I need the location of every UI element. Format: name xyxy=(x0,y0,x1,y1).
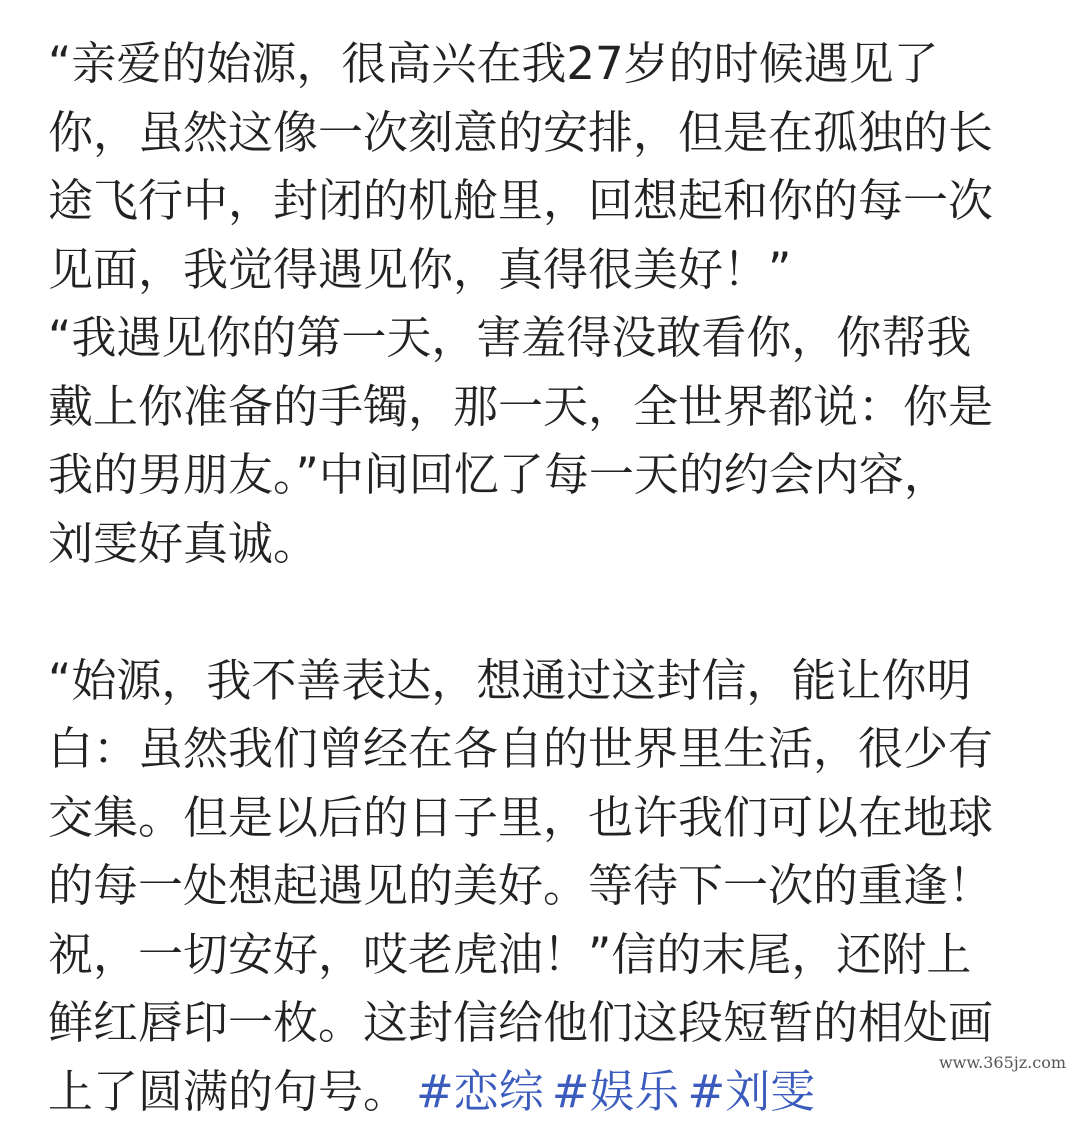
post-text-line: 刘雯好真诚。 xyxy=(48,510,1010,579)
post-text-line: 白：虽然我们曾经在各自的世界里生活，很少有 xyxy=(48,715,1010,784)
post-text-line: “我遇见你的第一天，害羞得没敢看你，你帮我 xyxy=(48,304,1010,373)
hashtag-link[interactable]: #恋综 xyxy=(416,1065,544,1118)
post-text-line: 鲜红唇印一枚。这封信给他们这段短暂的相处画 xyxy=(48,989,1010,1058)
post-text-line: 的每一处想起遇见的美好。等待下一次的重逢！ xyxy=(48,852,1010,921)
post-text-line: 祝，一切安好，哎老虎油！”信的末尾，还附上 xyxy=(48,921,1010,990)
post-text-line: 途飞行中，封闭的机舱里，回想起和你的每一次 xyxy=(48,167,1010,236)
post-text-line: “始源，我不善表达，想通过这封信，能让你明 xyxy=(48,647,1010,716)
watermark: www.365jz.com xyxy=(939,1053,1066,1072)
post-text-line: 我的男朋友。”中间回忆了每一天的约会内容， xyxy=(48,441,1010,510)
post-text-line: 戴上你准备的手镯，那一天，全世界都说：你是 xyxy=(48,373,1010,442)
post-text-line: “亲爱的始源，很高兴在我27岁的时候遇见了 xyxy=(48,30,1010,99)
post-last-line xyxy=(48,1058,1010,1126)
post-text-line: 你，虽然这像一次刻意的安排，但是在孤独的长 xyxy=(48,99,1010,168)
post-text-line: 交集。但是以后的日子里，也许我们可以在地球 xyxy=(48,784,1010,853)
post-text-line: 上了圆满的句号。 xyxy=(48,1065,408,1118)
hashtag-link[interactable]: #娱乐 xyxy=(552,1065,680,1118)
post-text-line: 见面，我觉得遇见你，真得很美好！” xyxy=(48,236,1010,305)
paragraph-spacer xyxy=(48,578,1010,647)
post-body xyxy=(48,30,1010,1126)
hashtag-link[interactable]: #刘雯 xyxy=(687,1065,815,1118)
